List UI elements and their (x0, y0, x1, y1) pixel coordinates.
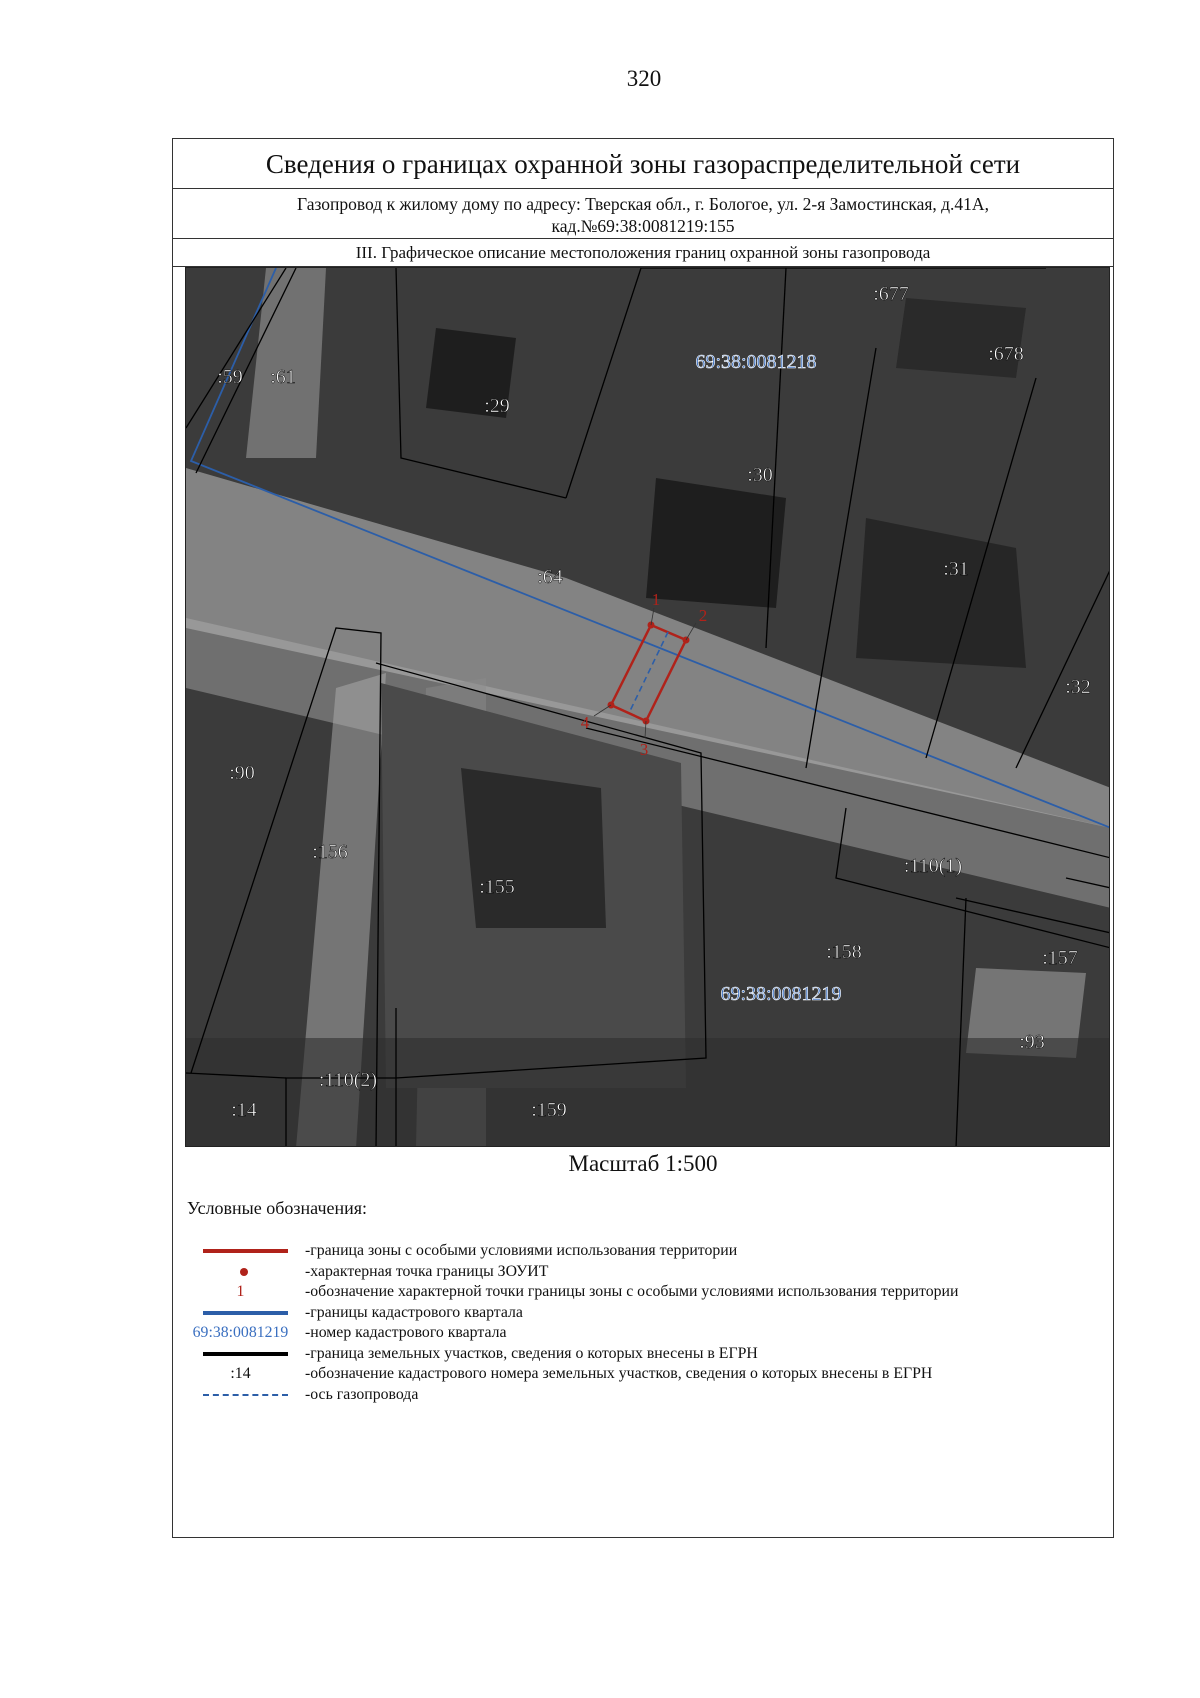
legend-parcel-number-symbol: :14 (230, 1365, 251, 1382)
legend-title: Условные обозначения: (187, 1198, 368, 1218)
point-label-4: 4 (580, 713, 590, 732)
parcel-label: :30 (747, 464, 773, 486)
cadastral-map (185, 267, 1110, 1147)
object-description (173, 189, 1113, 239)
parcel-label: :157 (1042, 947, 1078, 969)
parcel-label: :158 (826, 941, 862, 963)
legend-item-point-label: 1 -обозначение характерной точки границы зоны с особыми условиями использования территории (183, 1282, 1103, 1303)
building-155 (461, 768, 606, 928)
building-678 (896, 298, 1026, 378)
legend-red-line-symbol (203, 1249, 288, 1253)
parcel-label: :155 (479, 876, 515, 898)
point-label-3: 3 (639, 740, 649, 759)
legend-item-parcel-boundary: -граница земельных участков, сведения о которых внесены в ЕГРН (183, 1344, 1103, 1365)
legend-point-number-symbol: 1 (236, 1283, 245, 1300)
parcel-label: :93 (1019, 1031, 1045, 1053)
parcel-label: :156 (312, 841, 348, 863)
parcel-label: :110(2) (318, 1069, 378, 1091)
page-number: 320 (626, 66, 662, 91)
legend-item-zone-boundary: -граница зоны с особыми условиями использования территории (183, 1241, 1103, 1262)
point-label-1: 1 (651, 590, 661, 609)
quarter-label-0081219: 69:38:0081219 (720, 983, 842, 1005)
legend-item-parcel-number: :14 -обозначение кадастрового номера земельных участков, сведения о которых внесены в ЕГРН (183, 1364, 1103, 1385)
point-label-2: 2 (698, 606, 708, 625)
object-line-1: Газопровод к жилому дому по адресу: Тверская обл., г. Бологое, ул. 2-я Замостинская, д.41А, (297, 194, 989, 214)
building-30 (646, 478, 786, 608)
legend-quarter-number-symbol: 69:38:0081219 (192, 1324, 289, 1341)
parcel-label: :90 (229, 762, 255, 784)
parcel-label: :29 (484, 395, 510, 417)
parcel-label: :159 (531, 1099, 567, 1121)
parcel-label: :110(1) (903, 855, 963, 877)
quarter-label-0081218: 69:38:0081218 (695, 351, 817, 373)
legend-item-zone-point: -характерная точка границы ЗОУИТ (183, 1262, 1103, 1283)
legend-blue-dash-symbol (203, 1394, 288, 1396)
parcel-label: :61 (270, 366, 296, 388)
map-scale: Масштаб 1:500 (568, 1151, 718, 1176)
section-title: III. Графическое описание местоположения границ охранной зоны газопровода (173, 239, 1113, 267)
parcel-label: :14 (231, 1099, 257, 1121)
parcel-label: :59 (217, 366, 243, 388)
parcel-label: :32 (1065, 676, 1091, 698)
legend-item-quarter-boundary: -границы кадастрового квартала (183, 1303, 1103, 1324)
parcel-label: :31 (943, 558, 969, 580)
legend (183, 1241, 1103, 1405)
south-strip (186, 1038, 1110, 1147)
parcel-label: :677 (873, 283, 909, 305)
legend-item-quarter-number: 69:38:0081219 -номер кадастрового квартала (183, 1323, 1103, 1344)
legend-black-line-symbol (203, 1352, 288, 1356)
document-frame (172, 138, 1114, 1538)
legend-red-dot-symbol (240, 1268, 248, 1276)
object-line-2: кад.№69:38:0081219:155 (551, 216, 735, 236)
parcel-label: :678 (988, 343, 1024, 365)
document-title: Сведения о границах охранной зоны газораспределительной сети (173, 139, 1113, 189)
map-svg (186, 268, 1110, 1147)
legend-blue-line-symbol (203, 1311, 288, 1315)
legend-item-gas-axis: -ось газопровода (183, 1385, 1103, 1406)
parcel-label: :64 (537, 566, 563, 588)
